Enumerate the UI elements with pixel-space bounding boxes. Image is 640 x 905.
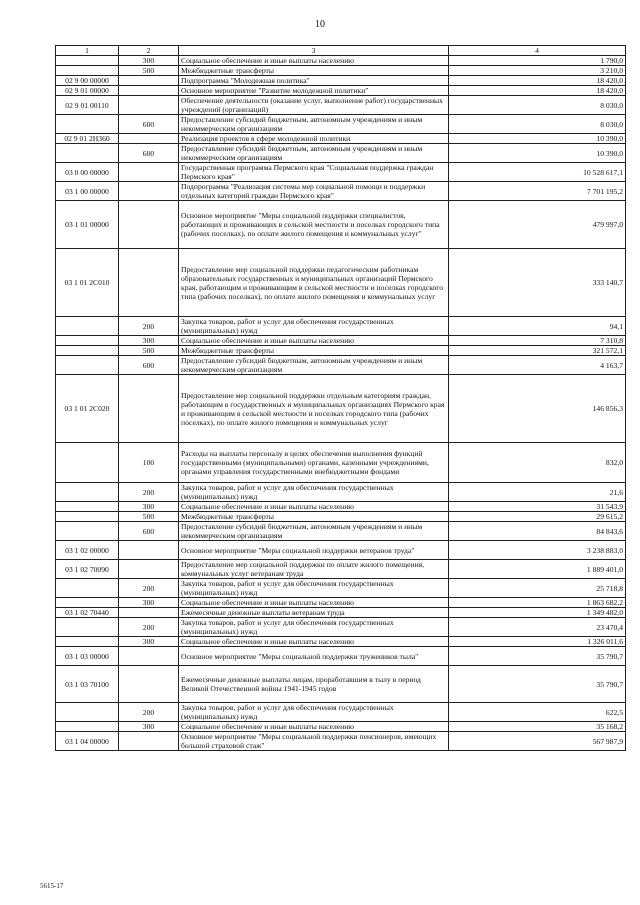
row-type-cell bbox=[119, 249, 179, 317]
row-type-cell: 200 bbox=[119, 703, 179, 722]
row-amount-cell: 94,1 bbox=[449, 317, 626, 336]
row-amount-cell: 333 140,7 bbox=[449, 249, 626, 317]
row-type-cell: 100 bbox=[119, 443, 179, 483]
row-amount-cell: 8 030,0 bbox=[449, 96, 626, 115]
row-name-cell: Расходы на выплаты персоналу в целях обеспечения выполнения функций государственными (муниципальными) органами, казенными учреждениями, органами управления государственными внебюджетными фондами bbox=[179, 443, 449, 483]
row-amount-cell: 29 615,2 bbox=[449, 512, 626, 522]
row-name-cell: Обеспечение деятельности (оказание услуг, выполнение работ) государственных учреждений (организаций) bbox=[179, 96, 449, 115]
row-name-cell: Основное мероприятие "Меры социальной поддержки специалистов, работающих и проживающих в сельской местности и поселках городского типа (рабочих поселках), по оплате жилого помещения и коммунальных услуг" bbox=[179, 201, 449, 249]
footer-code: 5615-17 bbox=[40, 882, 64, 890]
row-name-cell: Государственная программа Пермского края "Социальная поддержка граждан Пермского края" bbox=[179, 163, 449, 182]
table-row bbox=[56, 598, 626, 608]
column-header-amount: 4 bbox=[449, 46, 626, 56]
row-code-cell bbox=[56, 443, 119, 483]
row-name-cell: Основное мероприятие "Меры социальной поддержки ветеранов труда" bbox=[179, 541, 449, 560]
row-amount-cell: 567 987,9 bbox=[449, 732, 626, 751]
row-code-cell: 03 1 01 2С020 bbox=[56, 375, 119, 443]
table-row bbox=[56, 336, 626, 346]
row-type-cell bbox=[119, 201, 179, 249]
row-code-cell bbox=[56, 722, 119, 732]
row-code-cell: 02 9 01 00000 bbox=[56, 86, 119, 96]
row-amount-cell: 146 856,3 bbox=[449, 375, 626, 443]
row-name-cell: Основное мероприятие "Меры социальной поддержки пенсионеров, имеющих большой страховой стаж" bbox=[179, 732, 449, 751]
row-name-cell: Подпрограмма "Молодежная политика" bbox=[179, 76, 449, 86]
row-amount-cell: 10 528 617,1 bbox=[449, 163, 626, 182]
row-type-cell bbox=[119, 608, 179, 618]
table-row bbox=[56, 618, 626, 637]
row-type-cell bbox=[119, 86, 179, 96]
row-type-cell: 300 bbox=[119, 56, 179, 66]
table-row bbox=[56, 56, 626, 66]
row-code-cell: 02 9 01 00110 bbox=[56, 96, 119, 115]
row-amount-cell: 832,0 bbox=[449, 443, 626, 483]
table-row bbox=[56, 115, 626, 134]
table-row bbox=[56, 502, 626, 512]
table-row bbox=[56, 722, 626, 732]
row-type-cell: 300 bbox=[119, 336, 179, 346]
row-name-cell: Закупка товаров, работ и услуг для обеспечения государственных (муниципальных) нужд bbox=[179, 618, 449, 637]
row-amount-cell: 21,6 bbox=[449, 483, 626, 502]
row-type-cell: 500 bbox=[119, 346, 179, 356]
row-code-cell: 03 1 02 00000 bbox=[56, 541, 119, 560]
row-name-cell: Предоставление субсидий бюджетным, автономным учреждениям и иным некоммерческим организациям bbox=[179, 144, 449, 163]
row-name-cell: Предоставление мер социальной поддержки по оплате жилого помещения, коммунальных услуг ветеранам труда bbox=[179, 560, 449, 579]
row-name-cell: Социальное обеспечение и иные выплаты населению bbox=[179, 56, 449, 66]
row-code-cell: 03 1 03 70100 bbox=[56, 666, 119, 703]
row-code-cell: 02 9 00 00000 bbox=[56, 76, 119, 86]
row-type-cell bbox=[119, 182, 179, 201]
row-amount-cell: 84 843,6 bbox=[449, 522, 626, 541]
row-type-cell bbox=[119, 76, 179, 86]
row-type-cell bbox=[119, 647, 179, 666]
row-amount-cell: 35 168,2 bbox=[449, 722, 626, 732]
row-amount-cell: 10 390,0 bbox=[449, 134, 626, 144]
table-row bbox=[56, 96, 626, 115]
row-code-cell bbox=[56, 637, 119, 647]
row-type-cell: 600 bbox=[119, 144, 179, 163]
table-row bbox=[56, 647, 626, 666]
row-amount-cell: 18 420,0 bbox=[449, 86, 626, 96]
row-name-cell: Ежемесячные денежные выплаты лицам, проработавшим в тылу в период Великой Отечественной войны 1941-1945 годов bbox=[179, 666, 449, 703]
row-name-cell: Социальное обеспечение и иные выплаты населению bbox=[179, 502, 449, 512]
row-code-cell bbox=[56, 703, 119, 722]
row-code-cell bbox=[56, 346, 119, 356]
row-name-cell: Предоставление мер социальной поддержки педагогическим работникам образовательных государственных и муниципальных организаций Пермского края, работающим и проживающим в сельской местности и поселках городского типа (рабочих поселках), по оплате жилого помещения и коммунальных услуг bbox=[179, 249, 449, 317]
row-amount-cell: 4 163,7 bbox=[449, 356, 626, 375]
row-code-cell bbox=[56, 502, 119, 512]
row-amount-cell: 1 889 401,0 bbox=[449, 560, 626, 579]
row-amount-cell: 3 238 883,0 bbox=[449, 541, 626, 560]
row-amount-cell: 1 790,0 bbox=[449, 56, 626, 66]
row-code-cell bbox=[56, 317, 119, 336]
table-row bbox=[56, 356, 626, 375]
row-type-cell: 500 bbox=[119, 512, 179, 522]
row-code-cell bbox=[56, 66, 119, 76]
row-type-cell: 600 bbox=[119, 115, 179, 134]
row-type-cell: 600 bbox=[119, 522, 179, 541]
row-amount-cell: 35 790,7 bbox=[449, 666, 626, 703]
row-code-cell bbox=[56, 579, 119, 598]
row-name-cell: Предоставление субсидий бюджетным, автономным учреждениям и иным некоммерческим организациям bbox=[179, 522, 449, 541]
row-name-cell: Ежемесячные денежные выплаты ветеранам труда bbox=[179, 608, 449, 618]
row-code-cell: 03 1 01 2С010 bbox=[56, 249, 119, 317]
row-amount-cell: 25 718,8 bbox=[449, 579, 626, 598]
column-header-name: 3 bbox=[179, 46, 449, 56]
row-amount-cell: 31 543,9 bbox=[449, 502, 626, 512]
row-code-cell: 03 1 00 00000 bbox=[56, 182, 119, 201]
table-row bbox=[56, 608, 626, 618]
row-code-cell: 03 1 02 70440 bbox=[56, 608, 119, 618]
row-code-cell: 03 1 04 00000 bbox=[56, 732, 119, 751]
row-code-cell: 03 1 03 00000 bbox=[56, 647, 119, 666]
table-row bbox=[56, 703, 626, 722]
row-code-cell: 03 1 01 00000 bbox=[56, 201, 119, 249]
table-row bbox=[56, 541, 626, 560]
row-name-cell: Закупка товаров, работ и услуг для обеспечения государственных (муниципальных) нужд bbox=[179, 703, 449, 722]
row-type-cell: 300 bbox=[119, 598, 179, 608]
row-amount-cell: 18 420,0 bbox=[449, 76, 626, 86]
row-amount-cell: 1 326 011,6 bbox=[449, 637, 626, 647]
row-amount-cell: 622,5 bbox=[449, 703, 626, 722]
table-row bbox=[56, 443, 626, 483]
row-name-cell: Реализация проектов в сфере молодежной политики bbox=[179, 134, 449, 144]
row-type-cell: 300 bbox=[119, 637, 179, 647]
row-type-cell: 300 bbox=[119, 502, 179, 512]
row-name-cell: Основное мероприятие "Развитие молодежной политики" bbox=[179, 86, 449, 96]
row-type-cell bbox=[119, 541, 179, 560]
row-amount-cell: 7 310,8 bbox=[449, 336, 626, 346]
row-name-cell: Социальное обеспечение и иные выплаты населению bbox=[179, 598, 449, 608]
row-name-cell: Социальное обеспечение и иные выплаты населению bbox=[179, 722, 449, 732]
row-name-cell: Социальное обеспечение и иные выплаты населению bbox=[179, 336, 449, 346]
row-type-cell bbox=[119, 375, 179, 443]
row-amount-cell: 23 470,4 bbox=[449, 618, 626, 637]
row-type-cell: 200 bbox=[119, 483, 179, 502]
table-row bbox=[56, 182, 626, 201]
row-code-cell bbox=[56, 618, 119, 637]
table-row bbox=[56, 579, 626, 598]
table-row bbox=[56, 317, 626, 336]
row-name-cell: Закупка товаров, работ и услуг для обеспечения государственных (муниципальных) нужд bbox=[179, 579, 449, 598]
row-code-cell bbox=[56, 56, 119, 66]
row-amount-cell: 3 210,0 bbox=[449, 66, 626, 76]
table-row bbox=[56, 86, 626, 96]
row-type-cell bbox=[119, 96, 179, 115]
row-name-cell: Предоставление субсидий бюджетным, автономным учреждениям и иным некоммерческим организациям bbox=[179, 115, 449, 134]
row-type-cell bbox=[119, 732, 179, 751]
row-amount-cell: 7 701 195,2 bbox=[449, 182, 626, 201]
row-type-cell: 600 bbox=[119, 356, 179, 375]
budget-table bbox=[55, 45, 626, 751]
table-header-row bbox=[56, 46, 626, 56]
row-code-cell bbox=[56, 512, 119, 522]
table-row bbox=[56, 560, 626, 579]
row-type-cell: 200 bbox=[119, 618, 179, 637]
page-number: 10 bbox=[315, 19, 325, 30]
row-type-cell bbox=[119, 560, 179, 579]
row-amount-cell: 321 572,1 bbox=[449, 346, 626, 356]
row-code-cell bbox=[56, 522, 119, 541]
column-header-code: 1 bbox=[56, 46, 119, 56]
row-name-cell: Предоставление мер социальной поддержки отдельным категориям граждан, работающим в государственных и муниципальных организациях Пермского края и проживающим в сельской местности и поселках городского типа (рабочих поселках), по оплате жилого помещения и коммунальных услуг bbox=[179, 375, 449, 443]
row-type-cell bbox=[119, 134, 179, 144]
row-type-cell: 200 bbox=[119, 579, 179, 598]
row-amount-cell: 8 030,0 bbox=[449, 115, 626, 134]
row-name-cell: Основное мероприятие "Меры социальной поддержки тружеников тыла" bbox=[179, 647, 449, 666]
row-name-cell: Предоставление субсидий бюджетным, автономным учреждениям и иным некоммерческим организациям bbox=[179, 356, 449, 375]
row-code-cell: 03 0 00 00000 bbox=[56, 163, 119, 182]
row-code-cell bbox=[56, 336, 119, 346]
row-amount-cell: 10 390,0 bbox=[449, 144, 626, 163]
row-name-cell: Закупка товаров, работ и услуг для обеспечения государственных (муниципальных) нужд bbox=[179, 317, 449, 336]
table-row bbox=[56, 483, 626, 502]
table-body bbox=[56, 56, 626, 751]
table-row bbox=[56, 76, 626, 86]
table-row bbox=[56, 346, 626, 356]
row-code-cell: 03 1 02 70090 bbox=[56, 560, 119, 579]
row-name-cell: Подпрограмма "Реализация системы мер социальной помощи и поддержки отдельных категорий граждан Пермского края" bbox=[179, 182, 449, 201]
table-row bbox=[56, 144, 626, 163]
row-name-cell: Межбюджетные трансферты bbox=[179, 346, 449, 356]
table-row bbox=[56, 732, 626, 751]
row-code-cell: 02 9 01 2Н360 bbox=[56, 134, 119, 144]
table-row bbox=[56, 201, 626, 249]
row-type-cell bbox=[119, 163, 179, 182]
table-row bbox=[56, 163, 626, 182]
table-row bbox=[56, 375, 626, 443]
row-amount-cell: 35 790,7 bbox=[449, 647, 626, 666]
row-type-cell: 200 bbox=[119, 317, 179, 336]
row-code-cell bbox=[56, 483, 119, 502]
row-name-cell: Межбюджетные трансферты bbox=[179, 512, 449, 522]
row-code-cell bbox=[56, 598, 119, 608]
row-code-cell bbox=[56, 144, 119, 163]
table-row bbox=[56, 134, 626, 144]
table-row bbox=[56, 66, 626, 76]
table-row bbox=[56, 512, 626, 522]
row-amount-cell: 479 997,0 bbox=[449, 201, 626, 249]
table-row bbox=[56, 522, 626, 541]
row-type-cell: 500 bbox=[119, 66, 179, 76]
table-row bbox=[56, 637, 626, 647]
row-code-cell bbox=[56, 356, 119, 375]
row-name-cell: Межбюджетные трансферты bbox=[179, 66, 449, 76]
row-amount-cell: 1 349 482,0 bbox=[449, 608, 626, 618]
row-type-cell: 300 bbox=[119, 722, 179, 732]
row-type-cell bbox=[119, 666, 179, 703]
row-amount-cell: 1 863 682,2 bbox=[449, 598, 626, 608]
row-name-cell: Закупка товаров, работ и услуг для обеспечения государственных (муниципальных) нужд bbox=[179, 483, 449, 502]
table-row bbox=[56, 249, 626, 317]
table-row bbox=[56, 666, 626, 703]
row-code-cell bbox=[56, 115, 119, 134]
row-name-cell: Социальное обеспечение и иные выплаты населению bbox=[179, 637, 449, 647]
column-header-type: 2 bbox=[119, 46, 179, 56]
